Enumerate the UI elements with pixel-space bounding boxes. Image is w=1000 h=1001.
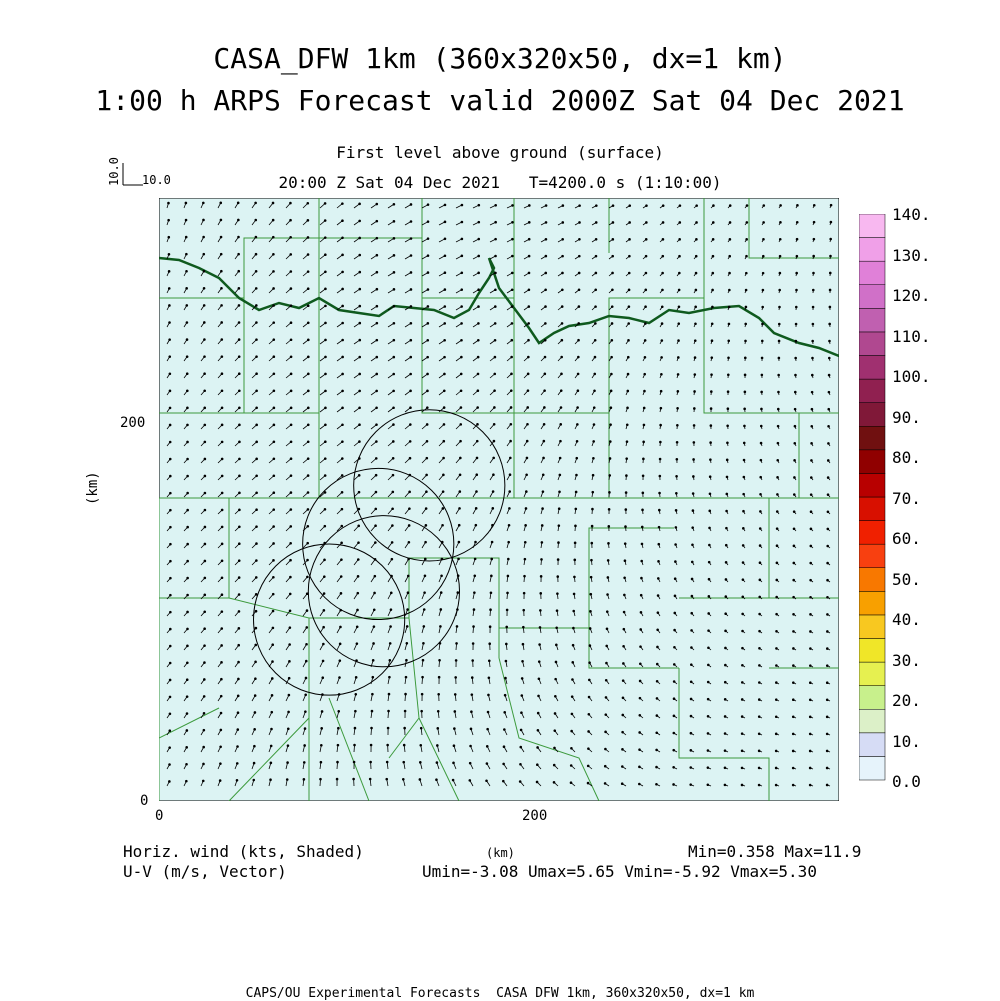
legend-shaded: Horiz. wind (kts, Shaded) bbox=[123, 842, 364, 861]
colorbar-label: 30. bbox=[892, 651, 921, 670]
ref-vector-x-label: 10.0 bbox=[142, 173, 171, 187]
colorbar-swatch bbox=[859, 709, 885, 733]
colorbar-label: 50. bbox=[892, 570, 921, 589]
colorbar-swatch bbox=[859, 285, 885, 309]
legend-vector: U-V (m/s, Vector) bbox=[123, 862, 287, 881]
wind-map bbox=[159, 198, 839, 801]
footer-credit: CAPS/OU Experimental Forecasts CASA DFW 1km, 360x320x50, dx=1 km bbox=[0, 986, 1000, 1001]
colorbar-label: 0.0 bbox=[892, 772, 921, 791]
colorbar-label: 40. bbox=[892, 610, 921, 629]
colorbar-swatch bbox=[859, 261, 885, 285]
colorbar-swatch bbox=[859, 639, 885, 663]
colorbar-swatch bbox=[859, 332, 885, 356]
legend-minmax: Min=0.358 Max=11.9 bbox=[688, 842, 861, 861]
colorbar-swatch bbox=[859, 733, 885, 757]
colorbar-label: 10. bbox=[892, 732, 921, 751]
colorbar-label: 90. bbox=[892, 408, 921, 427]
x-tick-200: 200 bbox=[522, 808, 547, 824]
colorbar-swatch bbox=[859, 521, 885, 545]
colorbar-label: 100. bbox=[892, 367, 931, 386]
colorbar-swatch bbox=[859, 473, 885, 497]
colorbar-label: 140. bbox=[892, 205, 931, 224]
title-line-2: 1:00 h ARPS Forecast valid 2000Z Sat 04 Dec 2021 bbox=[0, 84, 1000, 117]
colorbar-label: 80. bbox=[892, 448, 921, 467]
colorbar-label: 110. bbox=[892, 327, 931, 346]
y-tick-200: 200 bbox=[120, 415, 145, 431]
y-tick-0: 0 bbox=[140, 793, 148, 809]
colorbar bbox=[859, 214, 887, 784]
colorbar-swatch bbox=[859, 544, 885, 568]
level-label: First level above ground (surface) bbox=[0, 143, 1000, 162]
colorbar-swatch bbox=[859, 568, 885, 592]
colorbar-swatch bbox=[859, 686, 885, 710]
x-tick-0: 0 bbox=[155, 808, 163, 824]
x-axis-label: (km) bbox=[486, 846, 515, 860]
colorbar-swatch bbox=[859, 308, 885, 332]
colorbar-label: 120. bbox=[892, 286, 931, 305]
colorbar-swatch bbox=[859, 662, 885, 686]
title-line-1: CASA_DFW 1km (360x320x50, dx=1 km) bbox=[0, 42, 1000, 75]
ref-vector-y-label: 10.0 bbox=[107, 157, 121, 186]
colorbar-swatch bbox=[859, 379, 885, 403]
colorbar-swatch bbox=[859, 403, 885, 427]
colorbar-swatch bbox=[859, 214, 885, 238]
colorbar-swatch bbox=[859, 238, 885, 262]
colorbar-swatch bbox=[859, 450, 885, 474]
colorbar-swatch bbox=[859, 356, 885, 380]
colorbar-label: 70. bbox=[892, 489, 921, 508]
colorbar-swatch bbox=[859, 756, 885, 780]
legend-uv: Umin=-3.08 Umax=5.65 Vmin=-5.92 Vmax=5.30 bbox=[422, 862, 817, 881]
colorbar-label: 20. bbox=[892, 691, 921, 710]
colorbar-swatch bbox=[859, 591, 885, 615]
colorbar-swatch bbox=[859, 426, 885, 450]
colorbar-swatch bbox=[859, 497, 885, 521]
colorbar-swatch bbox=[859, 615, 885, 639]
colorbar-label: 130. bbox=[892, 246, 931, 265]
colorbar-label: 60. bbox=[892, 529, 921, 548]
y-axis-label: (km) bbox=[85, 471, 101, 505]
time-label: 20:00 Z Sat 04 Dec 2021 T=4200.0 s (1:10:00) bbox=[0, 173, 1000, 192]
